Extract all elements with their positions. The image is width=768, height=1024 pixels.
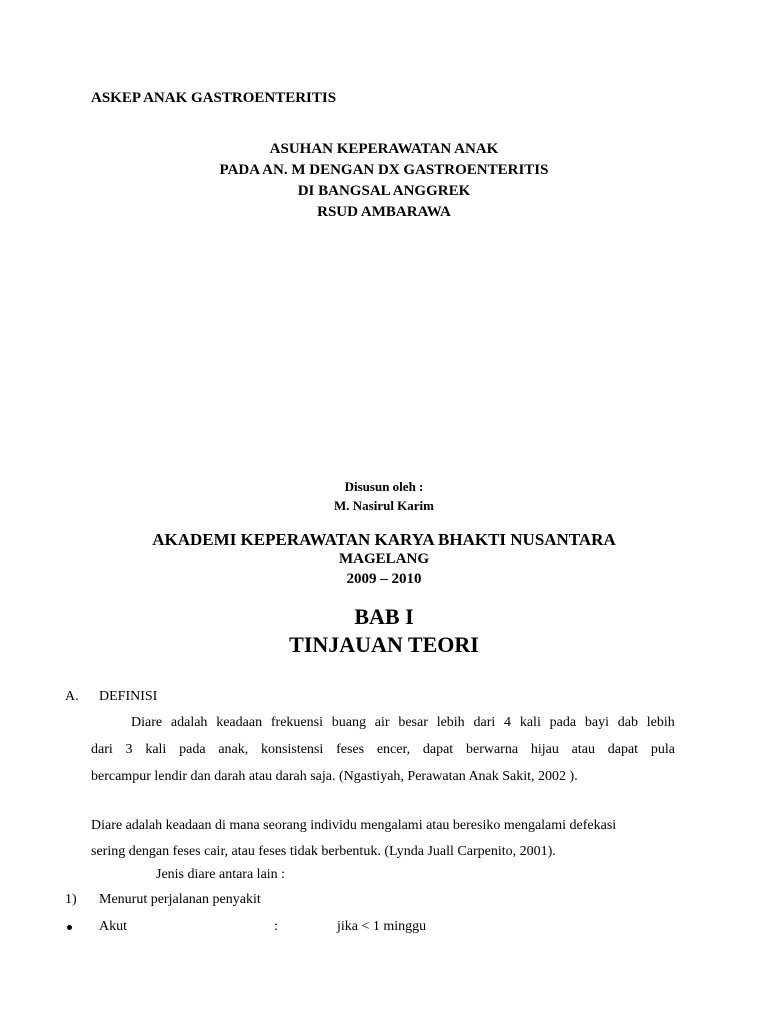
paragraph-1-line-1-word: bayi [584, 715, 609, 730]
paragraph-1-line-2-word: dari [91, 742, 113, 757]
paragraph-1-line-1-word: dab [617, 715, 638, 730]
paragraph-1-line-2-word: feses [336, 742, 365, 757]
paragraph-1-line-1-word: buang [331, 715, 366, 730]
paragraph-1-line-1-word: air [374, 715, 390, 730]
definition-paragraph-2-line-2: sering dengan feses cair, atau feses tidak berbentuk. (Lynda Juall Carpenito, 2001). [91, 844, 556, 859]
paragraph-1-line-2-word: dapat [607, 742, 639, 757]
academic-year: 2009 – 2010 [346, 571, 422, 587]
title-line-2: PADA AN. M DENGAN DX GASTROENTERITIS [219, 162, 549, 178]
paragraph-1-line-2-word: dapat [422, 742, 454, 757]
paragraph-1-line-1-word: Diare [131, 715, 163, 730]
paragraph-1-line-1-word: 4 [504, 715, 512, 730]
institution-city: MAGELANG [339, 551, 429, 567]
author-name: M. Nasirul Karim [333, 498, 434, 513]
paragraph-1-line-2-word: pada [179, 742, 206, 757]
title-line-3: DI BANGSAL ANGGREK [297, 183, 471, 199]
prepared-by-label: Disusun oleh : [344, 479, 424, 494]
paragraph-1-line-1-word: frekuensi [270, 715, 323, 730]
title-line-1: ASUHAN KEPERAWATAN ANAK [269, 141, 499, 157]
chapter-title: TINJAUAN TEORI [289, 632, 479, 657]
paragraph-1-line-2-word: pula [650, 742, 675, 757]
paragraph-1-line-2-word: konsistensi [261, 742, 324, 757]
list-item-1-text: Menurut perjalanan penyakit [99, 892, 261, 907]
bullet-1-description: jika < 1 minggu [337, 919, 427, 934]
paragraph-1-line-1-word: dari [473, 715, 496, 730]
paragraph-1-line-2-word: anak, [218, 742, 249, 757]
definition-paragraph-1-line-2 [91, 743, 675, 757]
section-a-marker: A. [65, 689, 79, 704]
paragraph-1-line-2-word: 3 [125, 742, 133, 757]
paragraph-1-line-1-word: besar [398, 715, 428, 730]
bullet-1-term: Akut [99, 919, 127, 934]
definition-paragraph-1-line-1 [91, 716, 675, 730]
paragraph-1-line-2-word: kali [145, 742, 167, 757]
paragraph-1-line-1-word: lebih [646, 715, 675, 730]
definition-paragraph-2-line-1: Diare adalah keadaan di mana seorang individu mengalami atau beresiko mengalami defekasi [91, 818, 617, 833]
title-line-4: RSUD AMBARAWA [317, 204, 451, 220]
paragraph-1-line-2-word: atau [571, 742, 595, 757]
institution-name: AKADEMI KEPERAWATAN KARYA BHAKTI NUSANTARA [152, 530, 616, 549]
section-a-heading: DEFINISI [99, 689, 158, 704]
paragraph-1-line-2-word: encer, [376, 742, 411, 757]
document-header-title: ASKEP ANAK GASTROENTERITIS [91, 90, 337, 106]
definition-paragraph-1-line-3: bercampur lendir dan darah atau darah saja. (Ngastiyah, Perawatan Anak Sakit, 2002 ). [91, 769, 578, 784]
paragraph-1-line-2-word: berwarna [465, 742, 519, 757]
bullet-icon [67, 925, 72, 930]
bullet-1-separator: : [274, 919, 278, 934]
paragraph-1-line-1-word: pada [549, 715, 577, 730]
diarrhea-types-intro: Jenis diare antara lain : [156, 867, 286, 882]
paragraph-1-line-1-word: kali [519, 715, 541, 730]
paragraph-1-line-1-word: keadaan [216, 715, 263, 730]
paragraph-1-line-1-word: lebih [436, 715, 465, 730]
paragraph-1-line-1-word: adalah [170, 715, 208, 730]
paragraph-1-line-2-word: hijau [530, 742, 559, 757]
list-item-1-marker: 1) [65, 892, 77, 907]
chapter-number: BAB I [354, 604, 414, 629]
